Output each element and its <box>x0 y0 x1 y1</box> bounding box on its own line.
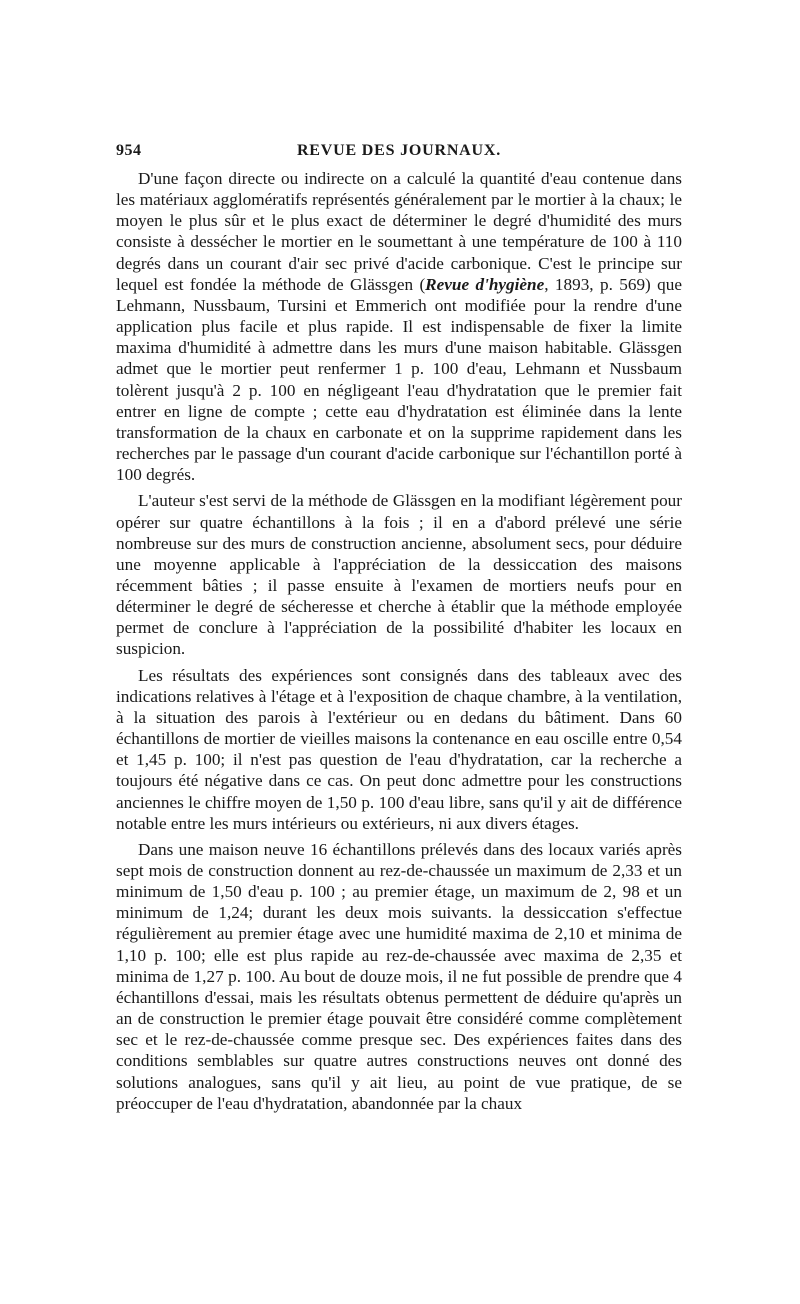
paragraph-4: Dans une maison neuve 16 échantillons prélevés dans des locaux variés après sept mois de construction donnent au rez-de-chaussée un maximum de 2,33 et un minimum de 1,50 d'eau p. 100 ; au premier étage, un maximum de 2, 98 et un minimum de 1,24; durant les deux mois suivants. la dessiccation s'effectue régulièrement au premier étage avec une humidité maxima de 2,10 et minima de 1,10 p. 100; elle est plus rapide au rez-de-chaussée avec maxima de 2,35 et minima de 1,27 p. 100. Au bout de douze mois, il ne fut possible de prendre que 4 échantillons d'essai, mais les résultats obtenus permettent de déduire qu'après un an de construction le premier étage pouvait être considéré comme complètement sec et le rez-de-chaussée comme presque sec. Des expériences faites dans des conditions semblables sur quatre autres constructions neuves ont donné des solutions analogues, sans qu'il y ait lieu, au point de vue pratique, de se préoccuper de l'eau d'hydratation, abandonnée par la chaux <box>116 839 682 1113</box>
page-header <box>116 142 682 168</box>
paragraph-1-text-a: D'une façon directe ou indirecte on a calculé la quantité d'eau contenue dans les matériaux agglomératifs représentés généralement par le mortier à la chaux; le moyen le plus sûr et le plus exact de déterminer le degré d'humidité des murs consiste à dessécher le mortier en le soumettant à une température de 100 à 110 degrés dans un courant d'air sec privé d'acide carbonique. C'est le principe sur lequel est fondée la méthode de Glässgen ( <box>116 169 682 294</box>
paragraph-1-text-b: , 1893, p. 569) que Lehmann, Nussbaum, Tursini et Emmerich ont modifiée pour la rendre d'une application plus facile et plus rapide. Il est indispensable de fixer la limite maxima d'humidité à admettre dans les murs d'une maison habitable. Glässgen admet que le mortier peut renfermer 1 p. 100 d'eau, Lehmann et Nussbaum tolèrent jusqu'à 2 p. 100 en négligeant l'eau d'hydratation que le premier fait entrer en ligne de compte ; cette eau d'hydratation est éliminée dans la lente transformation de la chaux en carbonate et on la supprime rapidement dans les recherches par le passage d'un courant d'acide carbonique sur l'échantillon porté à 100 degrés. <box>116 274 682 485</box>
journal-title: Revue d'hygiène <box>425 274 545 294</box>
page-number: 954 <box>116 142 142 159</box>
paragraph-3: Les résultats des expériences sont consignés dans des tableaux avec des indications relatives à l'étage et à l'exposition de chaque chambre, à la ventilation, à la situation des parois à l'extérieur ou en dedans du bâtiment. Dans 60 échantillons de mortier de vieilles maisons la contenance en eau oscille entre 0,54 et 1,45 p. 100; il n'est pas question de l'eau d'hydratation, car la recherche a toujours été négative dans ce cas. On peut donc admettre pour les constructions anciennes le chiffre moyen de 1,50 p. 100 d'eau libre, sans qu'il y ait de différence notable entre les murs intérieurs ou extérieurs, ni aux divers étages. <box>116 665 682 833</box>
paragraph-2: L'auteur s'est servi de la méthode de Glässgen en la modifiant légèrement pour opérer sur quatre échantillons à la fois ; il en a d'abord prélevé une série nombreuse sur des murs de construction ancienne, absolument secs, pour déduire une moyenne applicable à l'appréciation de la dessiccation des maisons récemment bâties ; il passe ensuite à l'examen de mortiers neufs pour en déterminer le degré de sécheresse et cherche à établir que la méthode employée permet de conclure à l'appréciation de la possibilité d'habiter les locaux en suspicion. <box>116 491 682 659</box>
paragraph-1 <box>116 168 682 485</box>
running-head: REVUE DES JOURNAUX. <box>296 142 502 159</box>
document-page <box>116 142 682 1114</box>
